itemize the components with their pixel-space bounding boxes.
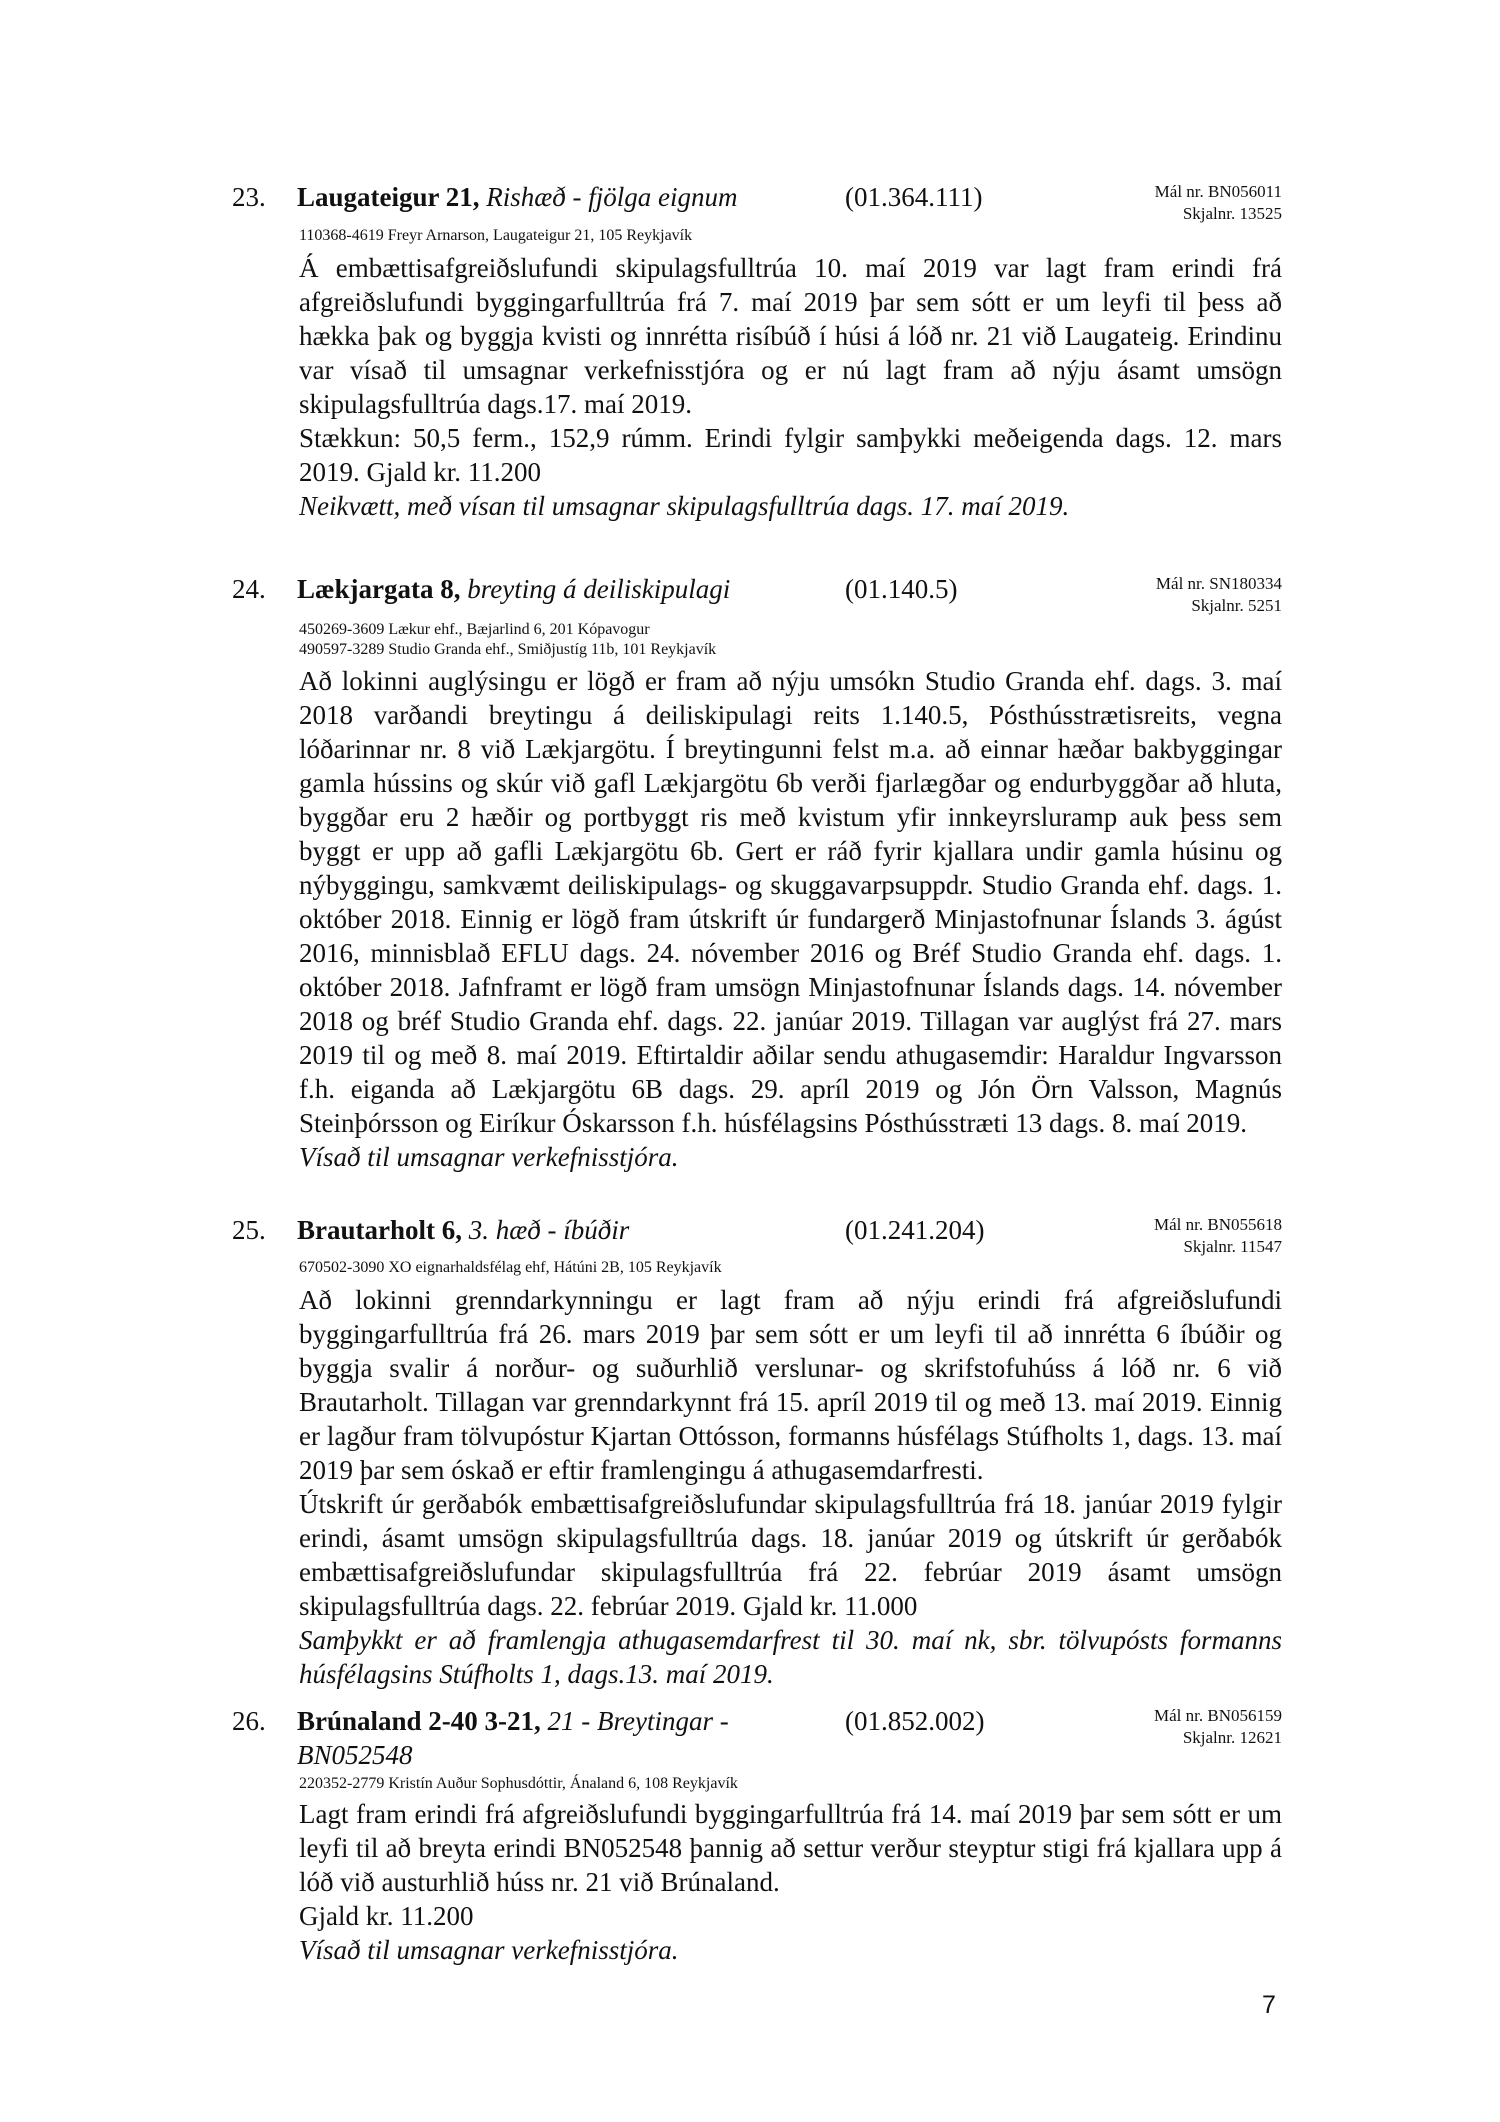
applicant-list: [299, 1774, 738, 1794]
item-code: (01.364.111): [845, 182, 983, 212]
item-conclusion: Vísað til umsagnar verkefnisstjóra.: [299, 1935, 679, 1965]
item-description: 3. hæð - íbúðir: [468, 1215, 630, 1245]
item-description: Rishæð - fjölga eignum: [486, 182, 738, 212]
case-number: Mál nr. SN180334: [1155, 574, 1282, 593]
item-paragraph: Lagt fram erindi frá afgreiðslufundi byggingarfulltrúa frá 14. maí 2019 þar sem sótt er um leyfi til að breyta erindi BN052548 þannig að settur verður steyptur stigi frá kjallara upp á lóð við austurhlið húss nr. 21 við Brúnaland.: [299, 1799, 1282, 1897]
applicant: 220352-2779 Kristín Auður Sophusdóttir, Ánaland 6, 108 Reykjavík: [299, 1775, 738, 1792]
applicant: 670502-3090 XO eignarhaldsfélag ehf, Hátúni 2B, 105 Reykjavík: [299, 1259, 722, 1276]
document-number: Skjalnr. 13525: [1182, 204, 1282, 223]
item-code: (01.140.5): [845, 574, 958, 604]
item-conclusion: Samþykkt er að framlengja athugasemdarfrest til 30. maí nk, sbr. tölvupósts formanns húsfélagsins Stúfholts 1, dags.13. maí 2019.: [299, 1625, 1282, 1689]
item-description: breyting á deiliskipulagi: [467, 574, 731, 604]
item-paragraph: Að lokinni grenndarkynningu er lagt fram að nýju erindi frá afgreiðslufundi byggingarfulltrúa frá 26. mars 2019 þar sem sótt er um leyfi til að innrétta 6 íbúðir og byggja svalir á norður- og suðurhlið verslunar- og skrifstofuhúss á lóð nr. 6 við Brautarholt. Tillagan var grenndarkynnt frá 15. apríl 2019 til og með 13. maí 2019. Einnig er lagður fram tölvupóstur Kjartan Ottósson, formanns húsfélags Stúfholts 1, dags. 13. maí 2019 þar sem óskað er eftir framlengingu á athugasemdarfresti.: [299, 1285, 1282, 1485]
case-reference: [1154, 1214, 1282, 1258]
case-reference: [1154, 1705, 1282, 1749]
item-description: 21 - Breytingar - BN052548: [297, 1706, 729, 1770]
case-reference: [1156, 573, 1282, 617]
case-reference: [1155, 181, 1282, 225]
case-number: Mál nr. BN056011: [1154, 182, 1282, 201]
applicant: 110368-4619 Freyr Arnarson, Laugateigur 21, 105 Reykjavík: [299, 227, 693, 244]
item-number: 26.: [232, 1706, 266, 1736]
item-conclusion: Neikvætt, með vísan til umsagnar skipulagsfulltrúa dags. 17. maí 2019.: [299, 491, 1070, 521]
item-number: 24.: [232, 574, 266, 604]
document-number: Skjalnr. 12621: [1182, 1728, 1282, 1747]
item-code: (01.241.204): [845, 1215, 985, 1245]
item-heading: [297, 180, 767, 214]
item-street: Brúnaland 2-40 3-21,: [297, 1706, 541, 1736]
item-conclusion: Vísað til umsagnar verkefnisstjóra.: [299, 1142, 679, 1172]
applicant-list: [299, 226, 692, 246]
item-body: [299, 251, 1282, 523]
item-body: [299, 1797, 1282, 1967]
item-heading: [297, 1213, 767, 1247]
item-street: Laugateigur 21,: [297, 182, 480, 212]
item-body: [299, 1283, 1282, 1691]
item-street: Brautarholt 6,: [297, 1215, 462, 1245]
item-heading: [297, 572, 767, 606]
applicant: 490597-3289 Studio Granda ehf., Smiðjustíg 11b, 101 Reykjavík: [299, 641, 717, 658]
item-street: Lækjargata 8,: [297, 574, 461, 604]
item-code: (01.852.002): [845, 1706, 985, 1736]
page-number: 7: [1262, 1991, 1276, 2019]
item-number: 25.: [232, 1215, 266, 1245]
document-number: Skjalnr. 11547: [1183, 1237, 1282, 1256]
applicant: 450269-3609 Lækur ehf., Bæjarlind 6, 201 Kópavogur: [299, 621, 650, 638]
item-paragraph: Útskrift úr gerðabók embættisafgreiðslufundar skipulagsfulltrúa frá 18. janúar 2019 fylgir erindi, ásamt umsögn skipulagsfulltrúa dags. 18. janúar 2019 og útskrift úr gerðabók embættisafgreiðslufundar skipulagsfulltrúa frá 22. febrúar 2019 ásamt umsögn skipulagsfulltrúa dags. 22. febrúar 2019. Gjald kr. 11.000: [299, 1489, 1282, 1621]
item-paragraph: Gjald kr. 11.200: [299, 1901, 474, 1931]
applicant-list: [299, 1258, 722, 1278]
case-number: Mál nr. BN056159: [1154, 1706, 1282, 1725]
item-heading: [297, 1704, 757, 1772]
applicant-list: [299, 620, 716, 660]
case-number: Mál nr. BN055618: [1154, 1215, 1282, 1234]
item-paragraph: Stækkun: 50,5 ferm., 152,9 rúmm. Erindi fylgir samþykki meðeigenda dags. 12. mars 2019. Gjald kr. 11.200: [299, 423, 1282, 487]
item-body: [299, 664, 1282, 1174]
item-paragraph: Á embættisafgreiðslufundi skipulagsfulltrúa 10. maí 2019 var lagt fram erindi frá afgreiðslufundi byggingarfulltrúa frá 7. maí 2019 þar sem sótt er um leyfi til þess að hækka þak og byggja kvisti og innrétta risíbúð í húsi á lóð nr. 21 við Laugateig. Erindinu var vísað til umsagnar verkefnisstjóra og er nú lagt fram að nýju ásamt umsögn skipulagsfulltrúa dags.17. maí 2019.: [299, 253, 1282, 419]
item-number: 23.: [232, 182, 266, 212]
item-paragraph: Að lokinni auglýsingu er lögð er fram að nýju umsókn Studio Granda ehf. dags. 3. maí 2018 varðandi breytingu á deiliskipulagi reits 1.140.5, Pósthússtrætisreits, vegna lóðarinnar nr. 8 við Lækjargötu. Í breytingunni felst m.a. að einnar hæðar bakbyggingar gamla hússins og skúr við gafl Lækjargötu 6b verði fjarlægðar og endurbyggðar að hluta, byggðar eru 2 hæðir og portbyggt ris með kvistum yfir innkeyrsluramp auk þess sem byggt er upp að gafli Lækjargötu 6b. Gert er ráð fyrir kjallara undir gamla húsinu og nýbyggingu, samkvæmt deiliskipulags- og skuggavarpsuppdr. Studio Granda ehf. dags. 1. október 2018. Einnig er lögð fram útskrift úr fundargerð Minjastofnunar Íslands 3. ágúst 2016, minnisblað EFLU dags. 24. nóvember 2016 og Bréf Studio Granda ehf. dags. 1. október 2018. Jafnframt er lögð fram umsögn Minjastofnunar Íslands dags. 14. nóvember 2018 og bréf Studio Granda ehf. dags. 22. janúar 2019. Tillagan var auglýst frá 27. mars 2019 til og með 8. maí 2019. Eftirtaldir aðilar sendu athugasemdir: Haraldur Ingvarsson f.h. eiganda að Lækjargötu 6B dags. 29. apríl 2019 og Jón Örn Valsson, Magnús Steinþórsson og Eiríkur Óskarsson f.h. húsfélagsins Pósthússtræti 13 dags. 8. maí 2019.: [299, 666, 1282, 1138]
document-number: Skjalnr. 5251: [1191, 596, 1282, 615]
